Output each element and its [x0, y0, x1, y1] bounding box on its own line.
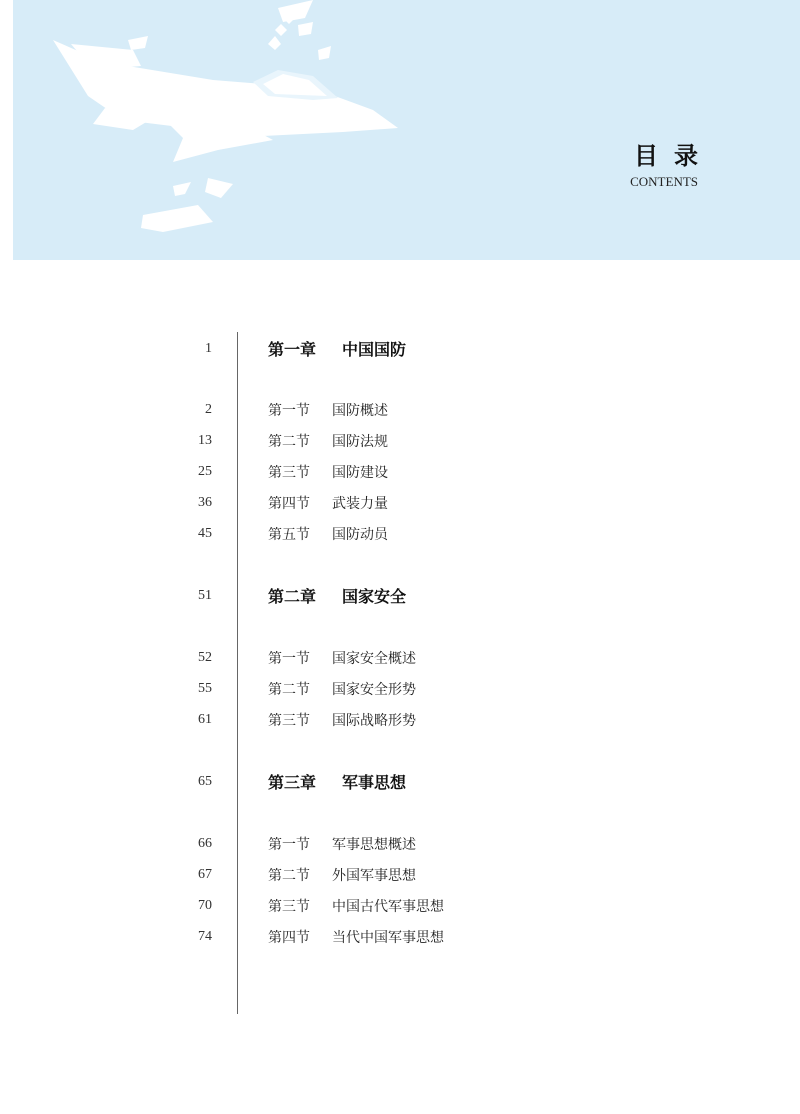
section-title: 军事思想概述 [332, 837, 416, 853]
toc-entry-label [268, 679, 416, 699]
toc-page-number: 45 [198, 526, 212, 541]
toc-section-row[interactable] [0, 708, 800, 732]
header-band [13, 0, 800, 260]
toc-entry-label [268, 648, 416, 668]
section-number: 第五节 [268, 527, 310, 543]
toc-entry-label [268, 865, 416, 885]
toc-entry-label [268, 337, 406, 360]
section-number: 第二节 [268, 434, 310, 450]
toc-page-number: 61 [198, 712, 212, 727]
toc-entry-label [268, 524, 388, 544]
chapter-title: 中国国防 [342, 340, 407, 359]
section-number: 第一节 [268, 837, 310, 853]
toc-entry-label [268, 431, 388, 451]
toc-page-number: 66 [198, 836, 212, 851]
toc-page-number: 51 [198, 588, 212, 603]
section-number: 第二节 [268, 682, 310, 698]
toc-entry-label [268, 493, 388, 513]
chapter-number: 第一章 [268, 340, 317, 359]
section-title: 国家安全形势 [332, 682, 416, 698]
section-title: 国防概述 [332, 403, 388, 419]
chapter-number: 第三章 [268, 773, 317, 792]
toc-page-number: 25 [198, 464, 212, 479]
toc-page-number: 55 [198, 681, 212, 696]
section-title: 国防法规 [332, 434, 388, 450]
toc-chapter-row[interactable] [0, 584, 800, 608]
section-title: 武装力量 [332, 496, 388, 512]
toc-section-row[interactable] [0, 491, 800, 515]
toc-entry-label [268, 770, 406, 793]
toc-section-row[interactable] [0, 894, 800, 918]
section-number: 第四节 [268, 930, 310, 946]
section-number: 第三节 [268, 899, 310, 915]
toc-section-row[interactable] [0, 832, 800, 856]
toc-page-number: 13 [198, 433, 212, 448]
section-number: 第一节 [268, 403, 310, 419]
toc-page-number: 74 [198, 929, 212, 944]
toc-page-number: 2 [205, 402, 212, 417]
section-title: 国家安全概述 [332, 651, 416, 667]
toc-page-number: 67 [198, 867, 212, 882]
toc-page-number: 70 [198, 898, 212, 913]
section-title: 当代中国军事思想 [332, 930, 444, 946]
section-number: 第四节 [268, 496, 310, 512]
toc-chapter-row[interactable] [0, 770, 800, 794]
section-number: 第三节 [268, 713, 310, 729]
toc-page-number: 36 [198, 495, 212, 510]
toc-section-row[interactable] [0, 863, 800, 887]
toc-page-number: 1 [205, 341, 212, 356]
section-title: 中国古代军事思想 [332, 899, 444, 915]
toc-entry-label [268, 896, 444, 916]
toc-section-row[interactable] [0, 522, 800, 546]
section-title: 国际战略形势 [332, 713, 416, 729]
page-title: 目录 [634, 142, 714, 170]
jet-aircraft-icon [13, 0, 433, 260]
section-title: 外国军事思想 [332, 868, 416, 884]
toc-entry-label [268, 927, 444, 947]
toc-entry-label [268, 710, 416, 730]
chapter-number: 第二章 [268, 587, 317, 606]
toc-section-row[interactable] [0, 429, 800, 453]
section-number: 第一节 [268, 651, 310, 667]
toc-chapter-row[interactable] [0, 337, 800, 361]
toc-section-row[interactable] [0, 677, 800, 701]
section-number: 第二节 [268, 868, 310, 884]
section-title: 国防动员 [332, 527, 388, 543]
toc-entry-label [268, 400, 388, 420]
toc-entry-label [268, 834, 416, 854]
toc-page-number: 65 [198, 774, 212, 789]
chapter-title: 军事思想 [342, 773, 407, 792]
chapter-title: 国家安全 [342, 587, 407, 606]
toc-section-row[interactable] [0, 925, 800, 949]
section-number: 第三节 [268, 465, 310, 481]
toc-section-row[interactable] [0, 646, 800, 670]
toc-entry-label [268, 462, 388, 482]
toc-section-row[interactable] [0, 460, 800, 484]
toc-section-row[interactable] [0, 398, 800, 422]
page-subtitle: CONTENTS [630, 174, 698, 189]
toc-page-number: 52 [198, 650, 212, 665]
section-title: 国防建设 [332, 465, 388, 481]
toc-entry-label [268, 584, 406, 607]
